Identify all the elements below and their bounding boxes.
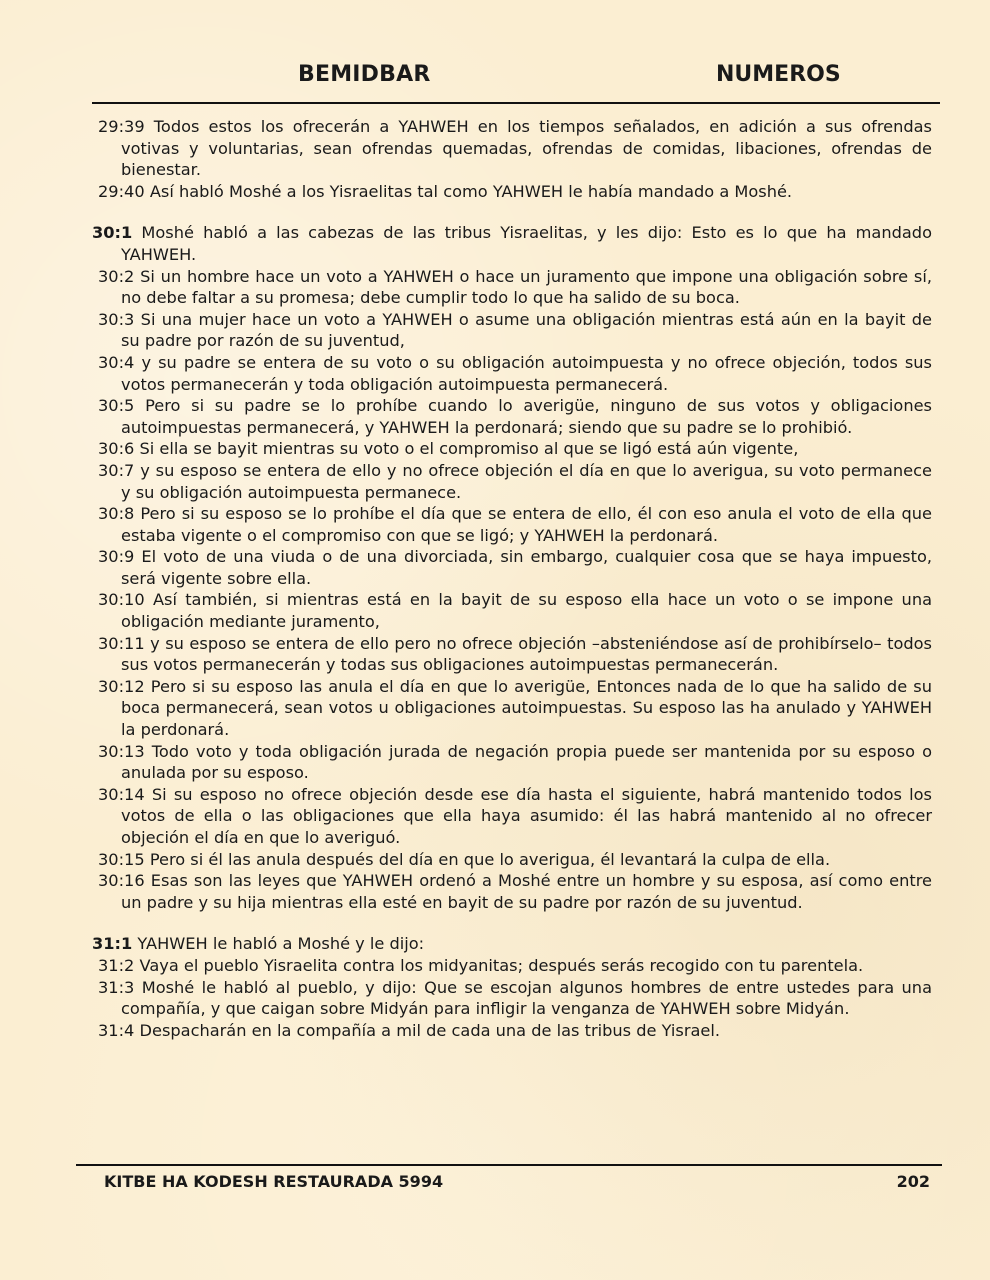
verse xyxy=(92,503,932,546)
verse-text: Todos estos los ofrecerán a YAHWEH en los tiempos señalados, en adición a sus ofrendas votivas y voluntarias, sean ofrendas quemadas, ofrendas de comidas, libaciones, ofrendas de bienestar. xyxy=(121,117,932,180)
verse xyxy=(92,849,932,871)
verse-ref: 30:3 xyxy=(98,309,135,329)
verse-text: y su esposo se entera de ello pero no ofrece objeción –absteniéndose así de prohibírselo– todos sus votos permanecerán y todas sus obligaciones autoimpuestas permanecerán. xyxy=(121,633,932,675)
verse xyxy=(92,784,932,849)
verse-ref: 30:8 xyxy=(98,504,135,524)
chapter-start-verse xyxy=(92,222,932,265)
verse-text: YAHWEH le habló a Moshé y le dijo: xyxy=(137,934,425,954)
verse xyxy=(92,266,932,309)
verse xyxy=(92,352,932,395)
verse xyxy=(92,395,932,438)
verse-text: Pero si él las anula después del día en que lo averigua, él levantará la culpa de ella. xyxy=(149,849,831,869)
verse-text: Pero si su padre se lo prohíbe cuando lo averigüe, ninguno de sus votos y obligaciones autoimpuestas permanecerá, y YAHWEH la perdonará; siendo que su padre se lo prohibió. xyxy=(121,396,932,437)
footer-book-title: KITBE HA KODESH RESTAURADA 5994 xyxy=(104,1172,444,1191)
verse-text: Si una mujer hace un voto a YAHWEH o asume una obligación mientras está aún en la bayit de su padre por razón de su juventud, xyxy=(121,309,932,351)
verse xyxy=(92,977,932,1020)
verse xyxy=(92,460,932,503)
verse xyxy=(92,309,932,352)
chapter-start-verse xyxy=(92,933,932,955)
verse-ref: 30:4 xyxy=(98,352,135,372)
verse-text: Todo voto y toda obligación jurada de negación propia puede ser mantenida por su esposo o anulada por su esposo. xyxy=(121,741,932,783)
verse-ref: 30:5 xyxy=(98,396,135,416)
verse xyxy=(92,870,932,913)
verse-ref: 30:7 xyxy=(98,460,135,480)
verse-text: Si un hombre hace un voto a YAHWEH o hace un juramento que impone una obligación sobre sí, no debe faltar a su promesa; debe cumplir todo lo que ha salido de su boca. xyxy=(121,266,932,308)
verse-ref: 30:15 xyxy=(98,849,145,869)
verse-text: Esas son las leyes que YAHWEH ordenó a Moshé entre un hombre y su esposa, así como entre un padre y su hija mientras ella esté en bayit de su padre por razón de su juventud. xyxy=(121,871,932,912)
verse xyxy=(92,676,932,741)
verse-ref: 31:3 xyxy=(98,977,135,997)
verse-text: y su padre se entera de su voto o su obligación autoimpuesta y no ofrece objeción, todos sus votos permanecerán y toda obligación autoimpuesta permanecerá. xyxy=(121,352,932,394)
verse-text: Pero si su esposo se lo prohíbe el día que se entera de ello, él con eso anula el voto de ella que estaba vigente o el compromiso con que se ligó; y YAHWEH la perdonará. xyxy=(121,504,932,545)
verse xyxy=(92,181,932,203)
verse-ref: 30:2 xyxy=(98,266,135,286)
verse-text: y su esposo se entera de ello y no ofrece objeción el día en que lo averigua, su voto permanece y su obligación autoimpuesta permanece. xyxy=(121,460,932,502)
verse-text: Despacharán en la compañía a mil de cada una de las tribus de Yisrael. xyxy=(139,1020,721,1040)
section-gap xyxy=(92,202,932,222)
verse-ref: 30:14 xyxy=(98,784,145,804)
verse-text: Pero si su esposo las anula el día en que lo averigüe, Entonces nada de lo que ha salido de su boca permanecerá, sean votos u obligaciones autoimpuestas. Su esposo las ha anulado y YAHWEH la perdonará. xyxy=(121,676,932,740)
verse xyxy=(92,1020,932,1042)
verse xyxy=(92,955,932,977)
page-footer xyxy=(76,1164,942,1206)
verse-text: Moshé le habló al pueblo, y dijo: Que se escojan algunos hombres de entre ustedes para una compañía, y que caigan sobre Midyán para infligir la venganza de YAHWEH sobre Midyán. xyxy=(121,977,932,1019)
verse-ref: 30:12 xyxy=(98,676,145,696)
chapter-ref: 30:1 xyxy=(92,223,133,243)
section-gap xyxy=(92,913,932,933)
chapter-ref: 31:1 xyxy=(92,934,133,954)
verse xyxy=(92,741,932,784)
verse-text: Si su esposo no ofrece objeción desde ese día hasta el siguiente, habrá mantenido todos los votos de ella o las obligaciones que ella haya asumido: él las habrá mantenido al no ofrecer objeción el día en que lo averiguó. xyxy=(121,784,932,847)
verse-text: Si ella se bayit mientras su voto o el compromiso al que se ligó está aún vigente, xyxy=(139,439,799,459)
verse-text: Así habló Moshé a los Yisraelitas tal como YAHWEH le había mandado a Moshé. xyxy=(149,181,793,201)
verse-ref: 30:13 xyxy=(98,741,145,761)
verse xyxy=(92,116,932,181)
verse-ref: 31:4 xyxy=(98,1020,135,1040)
verse xyxy=(92,633,932,676)
verse-ref: 30:6 xyxy=(98,439,135,459)
verse xyxy=(92,589,932,632)
verse-text: Moshé habló a las cabezas de las tribus Yisraelitas, y les dijo: Esto es lo que ha mandado YAHWEH. xyxy=(121,223,932,264)
verse-ref: 29:40 xyxy=(98,181,145,201)
header-book-spanish: NUMEROS xyxy=(716,62,841,87)
page-number: 202 xyxy=(896,1172,930,1191)
verse-ref: 31:2 xyxy=(98,955,135,975)
verse-text: Así también, si mientras está en la bayit de su esposo ella hace un voto o se impone una obligación mediante juramento, xyxy=(121,590,932,632)
verse-ref: 29:39 xyxy=(98,117,145,136)
verse-ref: 30:16 xyxy=(98,871,145,891)
verse-ref: 30:11 xyxy=(98,633,145,653)
page-header xyxy=(92,62,940,104)
verse xyxy=(92,546,932,589)
verse xyxy=(92,438,932,460)
verse-text: Vaya el pueblo Yisraelita contra los midyanitas; después serás recogido con tu parentela. xyxy=(139,955,864,975)
page-body xyxy=(92,116,932,1041)
verse-ref: 30:9 xyxy=(98,547,135,567)
verse-ref: 30:10 xyxy=(98,590,145,610)
header-book-hebrew: BEMIDBAR xyxy=(298,62,431,87)
verse-text: El voto de una viuda o de una divorciada, sin embargo, cualquier cosa que se haya impuesto, será vigente sobre ella. xyxy=(121,547,933,588)
